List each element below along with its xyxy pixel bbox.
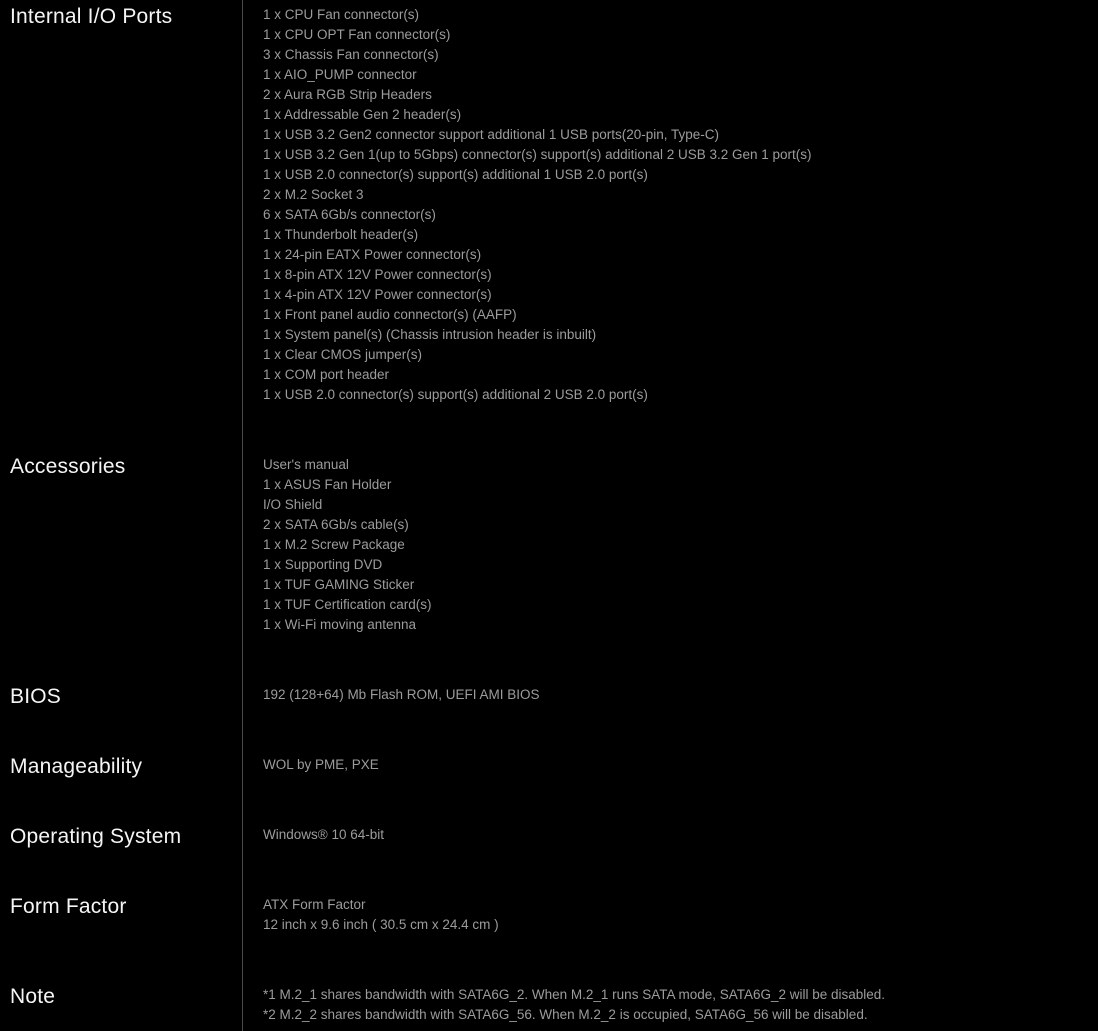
spec-label: Manageability [10,755,143,778]
spec-content [242,755,379,775]
spec-item: 1 x USB 3.2 Gen 1(up to 5Gbps) connector(s) support(s) additional 2 USB 3.2 Gen 1 port(s) [263,147,812,162]
spec-item: 1 x CPU Fan connector(s) [263,7,420,22]
spec-label: BIOS [10,685,61,708]
spec-item: 1 x M.2 Screw Package [263,537,405,552]
spec-item: User's manual [263,457,349,472]
spec-item: 1 x USB 3.2 Gen2 connector support additional 1 USB ports(20-pin, Type-C) [263,127,719,142]
spec-item: 1 x USB 2.0 connector(s) support(s) additional 2 USB 2.0 port(s) [263,387,648,402]
spec-row-manageability [0,755,1098,778]
spec-label: Accessories [10,455,126,478]
spec-item: 1 x 24-pin EATX Power connector(s) [263,247,482,262]
spec-content [242,985,885,1025]
spec-row-accessories [0,455,1098,635]
spec-label: Internal I/O Ports [10,5,173,28]
spec-item: 1 x Clear CMOS jumper(s) [263,347,423,362]
spec-item: 1 x Supporting DVD [263,557,383,572]
spec-item: 3 x Chassis Fan connector(s) [263,47,439,62]
spec-item: 2 x SATA 6Gb/s cable(s) [263,517,409,532]
spec-item: 1 x Thunderbolt header(s) [263,227,419,242]
spec-label: Operating System [10,825,182,848]
spec-content [242,455,432,635]
spec-item: 192 (128+64) Mb Flash ROM, UEFI AMI BIOS [263,687,540,702]
spec-item: 2 x M.2 Socket 3 [263,187,364,202]
spec-content [242,685,539,705]
spec-item: 6 x SATA 6Gb/s connector(s) [263,207,436,222]
spec-item: 1 x System panel(s) (Chassis intrusion header is inbuilt) [263,327,597,342]
spec-item: 1 x 8-pin ATX 12V Power connector(s) [263,267,492,282]
spec-item: 1 x TUF Certification card(s) [263,597,432,612]
spec-row-operating-system [0,825,1098,848]
spec-item: 1 x Addressable Gen 2 header(s) [263,107,462,122]
spec-item: 1 x ASUS Fan Holder [263,477,392,492]
spec-row-bios [0,685,1098,708]
spec-item: 1 x AIO_PUMP connector [263,67,417,82]
spec-item: 1 x COM port header [263,367,390,382]
spec-item: 1 x 4-pin ATX 12V Power connector(s) [263,287,492,302]
spec-item: Windows® 10 64-bit [263,827,384,842]
spec-content [242,5,812,405]
spec-row-internal-i-o-ports [0,5,1098,405]
spec-item: 1 x CPU OPT Fan connector(s) [263,27,451,42]
spec-item: 1 x TUF GAMING Sticker [263,577,415,592]
spec-item: ATX Form Factor [263,897,366,912]
spec-item: 1 x USB 2.0 connector(s) support(s) additional 1 USB 2.0 port(s) [263,167,648,182]
spec-item: *1 M.2_1 shares bandwidth with SATA6G_2. When M.2_1 runs SATA mode, SATA6G_2 will be disabled. [263,987,886,1002]
spec-label: Form Factor [10,895,127,918]
spec-item: 2 x Aura RGB Strip Headers [263,87,432,102]
spec-label: Note [10,985,56,1008]
spec-item: I/O Shield [263,497,323,512]
spec-item: 1 x Wi-Fi moving antenna [263,617,417,632]
spec-item: *2 M.2_2 shares bandwidth with SATA6G_56. When M.2_2 is occupied, SATA6G_56 will be disabled. [263,1007,868,1022]
spec-content [242,825,384,845]
spec-item: WOL by PME, PXE [263,757,379,772]
spec-item: 12 inch x 9.6 inch ( 30.5 cm x 24.4 cm ) [263,917,499,932]
spec-row-form-factor [0,895,1098,935]
spec-row-note [0,985,1098,1025]
spec-item: 1 x Front panel audio connector(s) (AAFP) [263,307,517,322]
spec-content [242,895,499,935]
